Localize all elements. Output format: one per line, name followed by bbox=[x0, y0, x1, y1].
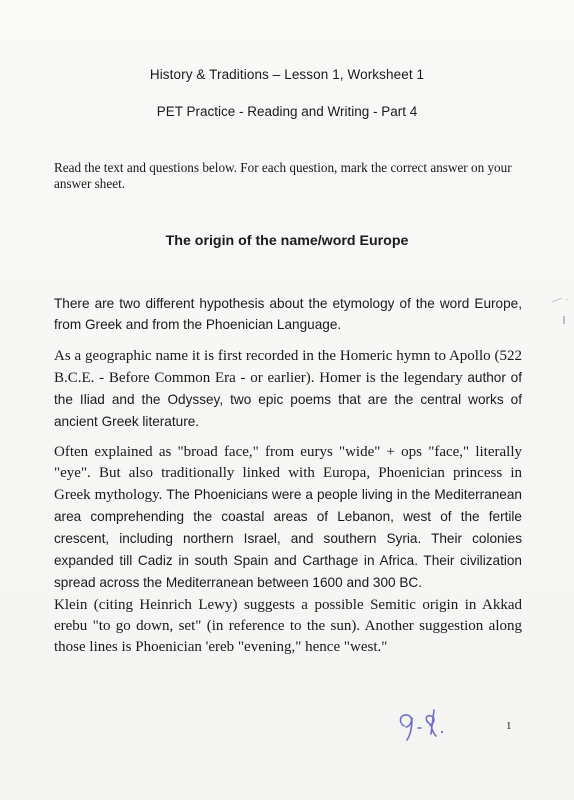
page-number: 1 bbox=[506, 720, 512, 732]
paragraph-3-part-b: The Phoenicians were a people living in the Mediterranean area comprehending the coastal areas of Lebanon, west of the fertile crescent, including northern Israel, and southern Syria. Their colonies expanded till Cadiz in south Spain and Carthage in Africa. Their civilization spread across the Mediterranean between 1600 and 300 BC. bbox=[54, 487, 522, 590]
paragraph-1: There are two different hypothesis about the etymology of the word Europe, from Greek and from the Phoenician Language. bbox=[54, 296, 522, 332]
scan-speck-marks bbox=[540, 290, 570, 350]
paragraph-4: Klein (citing Heinrich Lewy) suggests a possible Semitic origin in Akkad erebu "to go down, set" (in reference to the sun). Another suggestion along those lines is Phoenician 'ereb "evening," hence "west." bbox=[54, 597, 522, 655]
paragraph-2-part-b: author of the Iliad and the Odyssey, two epic poems that are the central works of ancient Greek literature. bbox=[54, 370, 522, 429]
paragraph-2-part-a: As a geographic name it is first recorded in the Homeric hymn to Apollo (522 B.C.E. - Before Common Era - or earlier). Homer is the legendary bbox=[54, 348, 522, 386]
document-title: The origin of the name/word Europe bbox=[165, 233, 409, 249]
instructions-text: Read the text and questions below. For each question, mark the correct answer on your answer sheet. bbox=[54, 160, 512, 191]
handwritten-initials-signature bbox=[390, 700, 470, 750]
worksheet-subheader: PET Practice - Reading and Writing - Part 4 bbox=[156, 104, 418, 119]
paragraph-2 bbox=[54, 346, 522, 433]
worksheet-header: History & Traditions – Lesson 1, Worksheet 1 bbox=[149, 67, 425, 82]
paragraph-3-part-a: Often explained as "broad face," from eurys "wide" + ops "face," literally "eye". But also traditionally linked with Europa, Phoenician princess in Greek mythology. bbox=[54, 444, 522, 503]
paragraph-3 bbox=[54, 442, 522, 594]
